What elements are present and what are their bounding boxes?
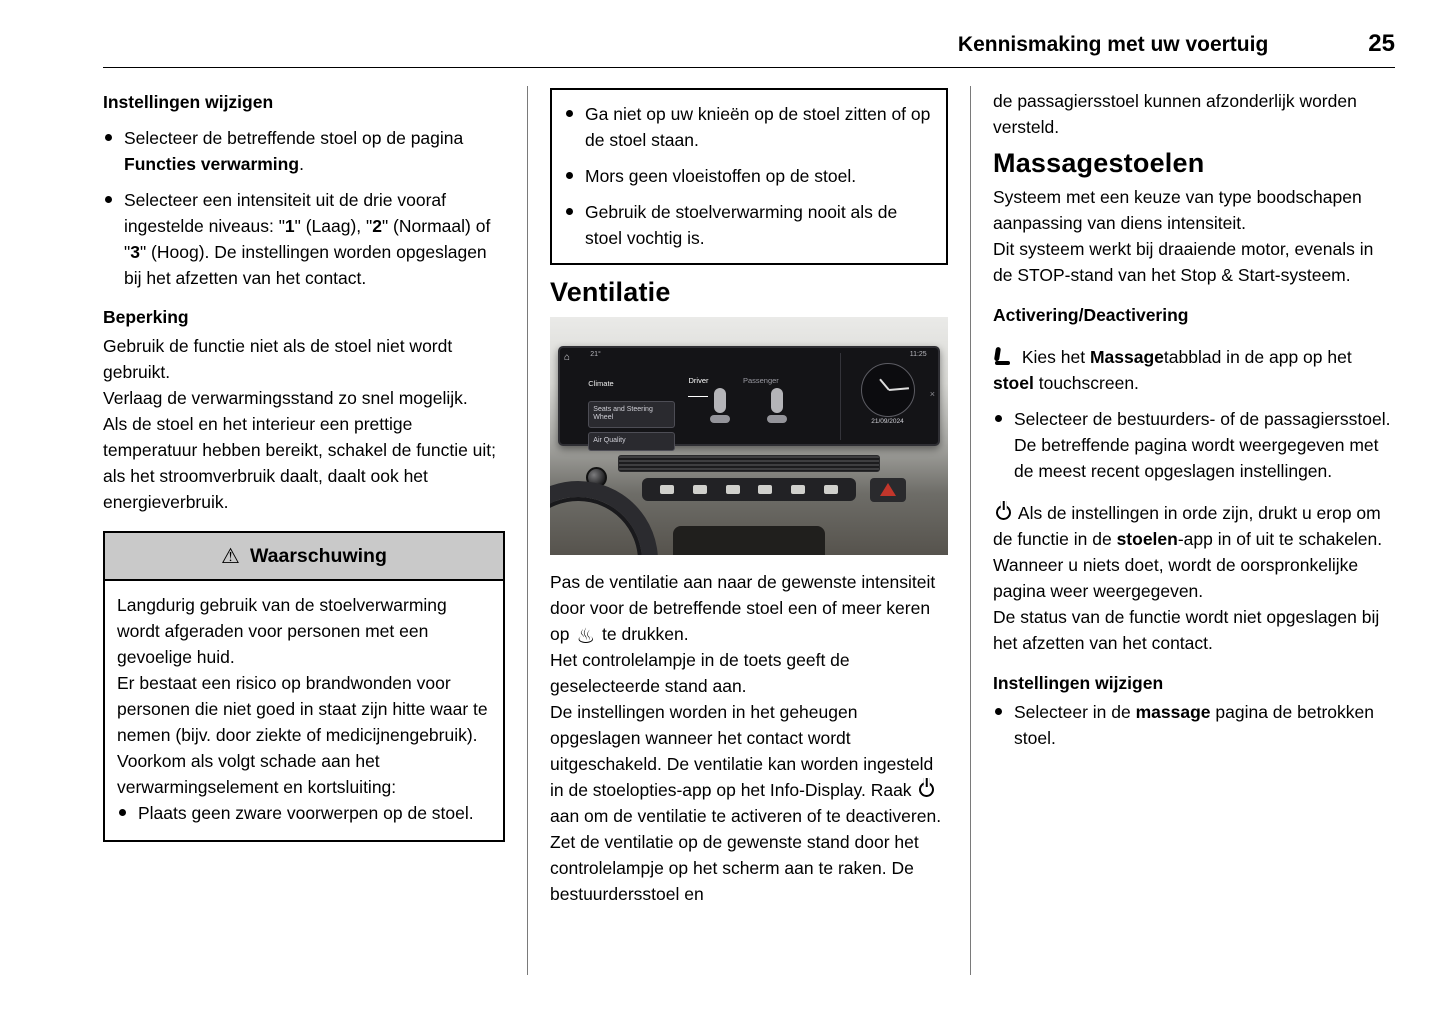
tab-passenger: Passenger [742, 375, 779, 385]
heading-beperking: Beperking [103, 307, 189, 327]
paragraph: Er bestaat een risico op brandwonden voor personen die niet goed in staat zijn hitte waar te nemen (bijv. door ziekte of medicijnengebruik). [117, 673, 488, 745]
list-item: Selecteer een intensiteit uit de drie vooraf ingestelde niveaus: "1" (Laag), "2" (Normaal) of "3" (Hoog). De instellingen worden opgeslagen bij het afzetten van het contact. [103, 187, 505, 291]
climate-button [693, 485, 707, 494]
paragraph: Langdurig gebruik van de stoelverwarming wordt afgeraden voor personen met een gevoelige huid. [117, 595, 447, 667]
heading-instellingen-wijzigen: Instellingen wijzigen [103, 92, 274, 112]
paragraph: Gebruik de functie niet als de stoel niet wordt gebruikt. [103, 336, 453, 382]
status-time: 11:25 [909, 350, 927, 358]
paragraph: Voorkom als volgt schade aan het verwarmingselement en kortsluiting: [117, 751, 397, 797]
warning-bullet-list [117, 800, 491, 826]
seat-ventilation-icon: ♨ [576, 625, 596, 648]
driver-seat-icon [707, 388, 733, 424]
power-icon [919, 782, 934, 797]
warning-icon: ⚠ [221, 544, 240, 568]
climate-button [726, 485, 740, 494]
climate-button [660, 485, 674, 494]
paragraph: Als de instellingen in orde zijn, drukt u erop om de functie in de stoelen-app in of uit te schakelen. [993, 503, 1383, 549]
climate-button [758, 485, 772, 494]
climate-button [824, 485, 838, 494]
paragraph: Kies het Massagetabblad in de app op het stoel touchscreen. [993, 347, 1352, 393]
tab-driver: Driver [688, 368, 708, 397]
heading-instellingen-wijzigen-2: Instellingen wijzigen [993, 673, 1164, 693]
page-header [103, 30, 1395, 58]
hazard-button [870, 478, 906, 502]
heading-ventilatie: Ventilatie [550, 277, 671, 307]
warning-title: Waarschuwing [249, 545, 387, 567]
heading-massagestoelen: Massagestoelen [993, 148, 1205, 178]
screen-clock-panel [840, 353, 935, 439]
screen-menu [588, 371, 675, 455]
list-item: Selecteer de bestuurders- of de passagiersstoel. De betreffende pagina wordt weergegeven met de meest recent opgeslagen instellingen. [993, 406, 1395, 484]
paragraph: De instellingen worden in het geheugen opgeslagen wanneer het contact wordt uitgeschakeld. De ventilatie kan worden ingesteld in de stoelopties-app op het Info-Display. Raak aan om de ventilatie te activeren of te deactiveren. Zet de ventilatie op de gewenste stand door het controlelampje op het scherm aan te raken. De bestuurdersstoel en [550, 702, 942, 904]
header-rule [103, 67, 1395, 68]
massage-settings-list [993, 699, 1395, 751]
paragraph: Wanneer u niets doet, wordt de oorspronkelijke pagina weer weergegeven. [993, 555, 1359, 601]
warning-box-header [105, 533, 503, 581]
passenger-seat-icon [764, 388, 790, 424]
paragraph: de passagiersstoel kunnen afzonderlijk worden versteld. [993, 91, 1357, 137]
power-icon [996, 505, 1011, 520]
content-columns [103, 88, 1395, 907]
list-item: Selecteer in de massage pagina de betrokken stoel. [993, 699, 1395, 751]
column-middle [550, 88, 948, 907]
list-item: Ga niet op uw knieën op de stoel zitten of op de stoel staan. [564, 101, 934, 153]
menu-title: Climate [588, 378, 614, 388]
paragraph: Als de stoel en het interieur een prettige temperatuur hebben bereikt, schakel de functie uit; als het stroomverbruik daalt, daalt ook het energieverbruik. [103, 414, 497, 512]
chapter-title: Kennismaking met uw voertuig [957, 33, 1269, 56]
hazard-triangle-icon [880, 483, 896, 496]
paragraph: Pas de ventilatie aan naar de gewenste intensiteit door voor de betreffende stoel een of meer keren op ♨ te drukken. [550, 572, 936, 648]
climate-button [791, 485, 805, 494]
warning-box [103, 531, 505, 842]
center-console [673, 526, 824, 555]
heading-activering-deactivering: Activering/Deactivering [993, 305, 1189, 325]
list-item: Gebruik de stoelverwarming nooit als de stoel vochtig is. [564, 199, 934, 251]
close-icon: × [929, 388, 936, 399]
status-temperature: 21° [590, 350, 601, 358]
settings-bullet-list [103, 125, 505, 291]
air-vent [618, 455, 881, 472]
menu-item-seats: Seats and Steering Wheel [588, 401, 675, 429]
paragraph: Verlaag de verwarmingsstand zo snel mogelijk. [103, 388, 468, 408]
infotainment-screen [558, 346, 940, 446]
column-left [103, 88, 505, 907]
menu-item-air-quality: Air Quality [588, 432, 675, 451]
paragraph: Het controlelampje in de toets geeft de geselecteerde stand aan. [550, 650, 850, 696]
list-item: Mors geen vloeistoffen op de stoel. [564, 163, 934, 189]
warning-box-body [105, 581, 503, 840]
list-item: Plaats geen zware voorwerpen op de stoel. [117, 800, 491, 826]
climate-control-bar [642, 478, 857, 502]
paragraph: Dit systeem werkt bij draaiende motor, evenals in de STOP-stand van het Stop & Start-systeem. [993, 239, 1374, 285]
paragraph: De status van de functie wordt niet opgeslagen bij het afzetten van het contact. [993, 607, 1380, 653]
column-right [993, 88, 1395, 907]
page-number: 25 [1368, 30, 1395, 57]
seat-icon [993, 347, 1013, 366]
home-icon: ⌂ [563, 351, 570, 363]
dashboard-photo [550, 317, 948, 555]
warning-continued-box [550, 88, 948, 265]
paragraph: Systeem met een keuze van type boodschapen aanpassing van diens intensiteit. [993, 187, 1362, 233]
list-item: Selecteer de betreffende stoel op de pagina Functies verwarming. [103, 125, 505, 177]
massage-bullet-list [993, 406, 1395, 484]
warning-continued-list [564, 101, 934, 251]
clock-date: 21/09/2024 [871, 418, 904, 426]
